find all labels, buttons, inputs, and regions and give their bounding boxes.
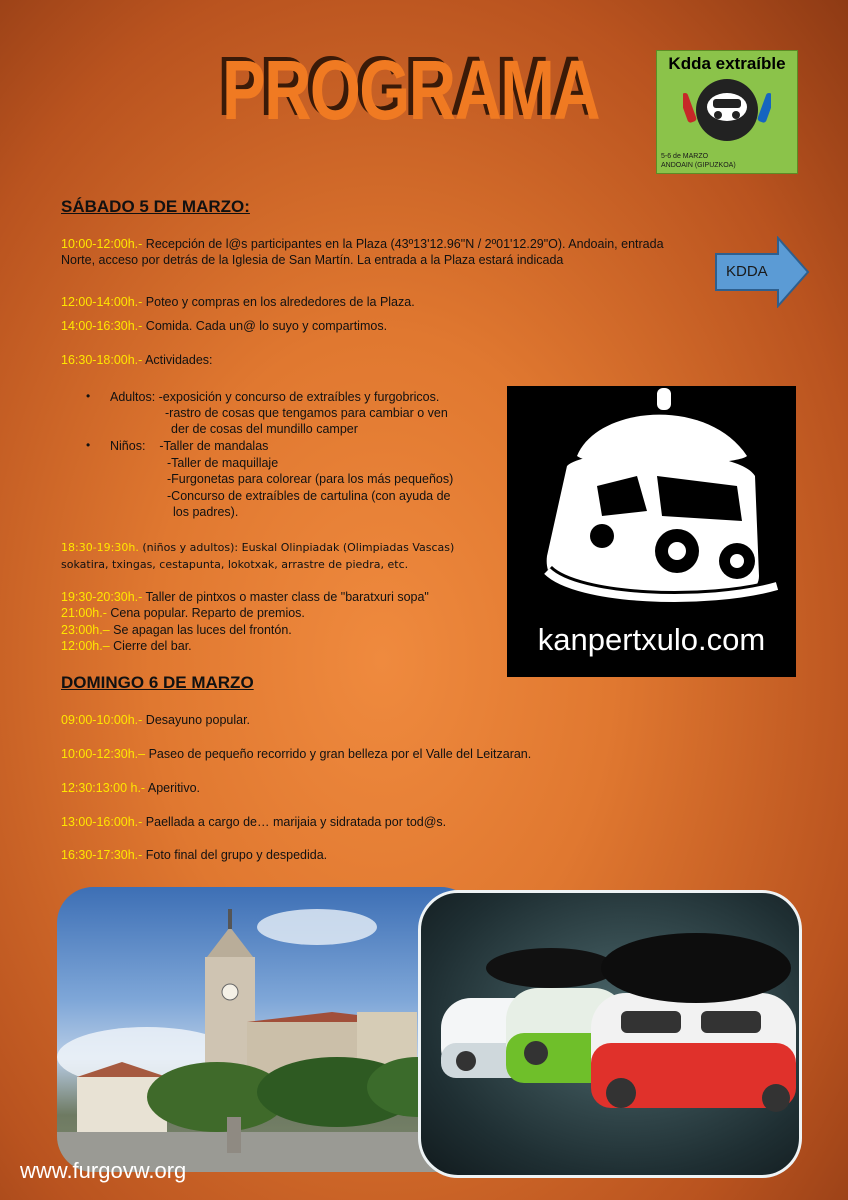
activity-line: -rastro de cosas que tengamos para cambiar o ven	[165, 406, 448, 420]
website-url: www.furgovw.org	[20, 1158, 187, 1183]
event-badge	[656, 50, 798, 174]
schedule-line: 19:30-20:30h.- Taller de pintxos o master class de "baratxuri sopa"	[61, 590, 429, 604]
schedule-line: 12:00h.– Cierre del bar.	[61, 639, 192, 653]
bullet: •	[86, 389, 91, 403]
church-photo	[57, 887, 477, 1172]
activity-line: los padres).	[173, 505, 239, 519]
schedule-line: 12:00-14:00h.- Poteo y compras en los alrededores de la Plaza.	[61, 295, 415, 309]
arrow-label: KDDA	[726, 263, 768, 280]
sunday-heading: DOMINGO 6 DE MARZO	[61, 673, 254, 692]
schedule-line: Norte, acceso por detrás de la Iglesia de San Martín. La entrada a la Plaza estará indicada	[61, 253, 564, 267]
schedule-line: 10:00-12:30h.– Paseo de pequeño recorrido y gran belleza por el Valle del Leitzaran.	[61, 747, 532, 761]
schedule-line: 09:00-10:00h.- Desayuno popular.	[61, 713, 251, 727]
activity-line: -Taller de maquillaje	[167, 456, 279, 470]
schedule-line: 21:00h.- Cena popular. Reparto de premios.	[61, 606, 305, 620]
badge-date: 5-6 de MARZO ANDOAIN (GIPUZKOA)	[661, 153, 736, 169]
schedule-line: 14:00-16:30h.- Comida. Cada un@ lo suyo y compartimos.	[61, 319, 388, 333]
van-wrench-icon	[683, 77, 771, 143]
kdda-arrow-icon	[714, 236, 810, 308]
logo-text: kanpertxulo.com	[537, 622, 766, 657]
bullet: •	[86, 438, 91, 452]
schedule-line: 16:30-18:00h.- Actividades:	[61, 353, 213, 367]
vans-photo	[418, 890, 802, 1178]
schedule-line: 12:30:13:00 h.- Aperitivo.	[61, 781, 200, 795]
kanpertxulo-logo	[507, 386, 796, 677]
schedule-line: 18:30-19:30h. (niños y adultos): Euskal Olinpiadak (Olimpiadas Vascas)	[61, 541, 455, 554]
schedule-line: sokatira, txingas, cestapunta, lokotxak, arrastre de piedra, etc.	[61, 558, 409, 571]
schedule-line: 23:00h.– Se apagan las luces del frontón.	[61, 623, 292, 637]
schedule-line: 13:00-16:00h.- Paellada a cargo de… marijaia y sidratada por tod@s.	[61, 815, 447, 829]
activity-line: -Concurso de extraíbles de cartulina (con ayuda de	[167, 489, 451, 503]
activity-line: Adultos: -exposición y concurso de extraíbles y furgobricos.	[110, 390, 440, 404]
activity-line: der de cosas del mundillo camper	[171, 422, 358, 436]
van-beret-icon	[507, 386, 796, 616]
saturday-heading: SÁBADO 5 DE MARZO:	[61, 197, 250, 216]
activity-line: Niños: -Taller de mandalas	[110, 439, 269, 453]
badge-title: Kdda extraíble	[668, 54, 786, 73]
page-title: PROGRAMA	[222, 43, 599, 137]
activity-line: -Furgonetas para colorear (para los más pequeños)	[167, 472, 454, 486]
schedule-line: 16:30-17:30h.- Foto final del grupo y despedida.	[61, 848, 328, 862]
schedule-line: 10:00-12:00h.- Recepción de l@s participantes en la Plaza (43º13'12.96"N / 2º01'12.29"O). Andoain, entrada	[61, 237, 664, 251]
